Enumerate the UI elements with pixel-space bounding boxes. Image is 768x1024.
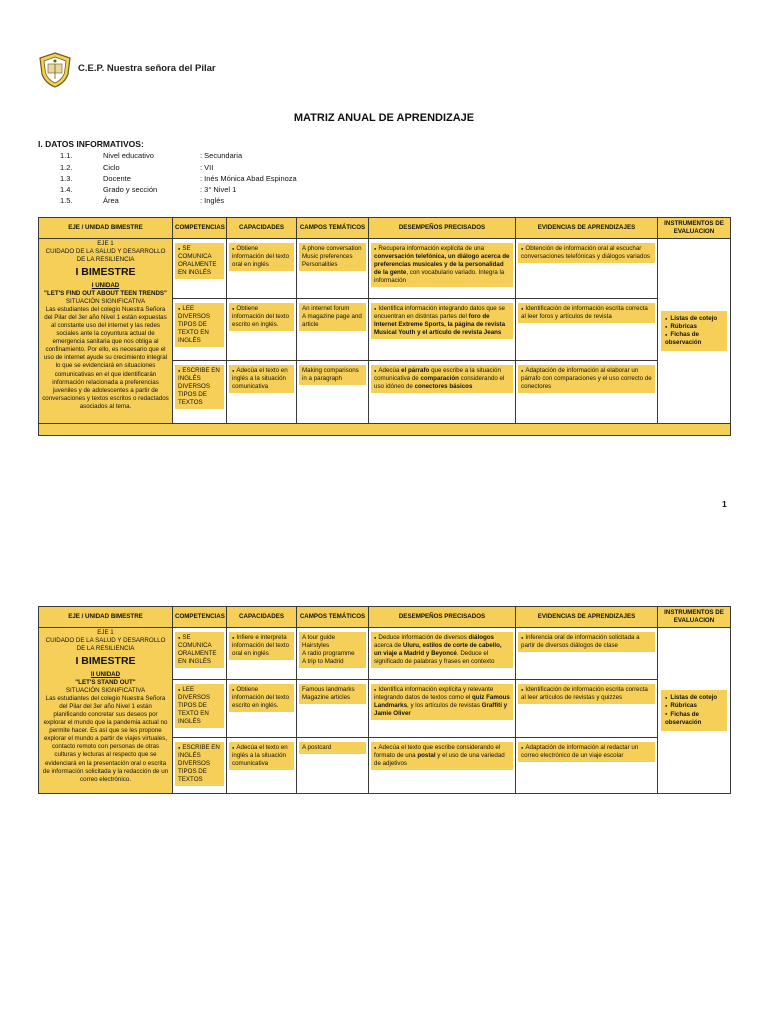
- instrumentos-cell: [658, 628, 731, 794]
- desempeno-part: acerca de: [374, 642, 403, 650]
- campos-cell: [297, 628, 369, 680]
- info-number: 1.4.: [60, 185, 73, 194]
- eje-name: CUIDADO DE LA SALUD Y DESARROLLO DE LA RESILIENCIA: [45, 637, 166, 653]
- campos-cell: [297, 361, 369, 424]
- info-label: Grado y sección: [103, 185, 158, 194]
- eje-label: EJE 1: [97, 629, 114, 636]
- desempeno-part: Uluru, estilos de corte de cabello, un viaje a Madrid y Beyoncé: [374, 642, 502, 658]
- desempeno-part: quiz Famous Landmarks: [374, 694, 510, 710]
- competencia-line: EN INGLÉS: [178, 658, 212, 666]
- campo-item: An internet forum: [302, 305, 350, 312]
- capacidad-text: ● Obtiene información del texto escrito en inglés.: [232, 686, 289, 709]
- desempeno-part: Graffiti y Jamie Oliver: [374, 702, 508, 718]
- competencia-line: DIVERSOS: [178, 383, 210, 391]
- info-value: : Inés Mónica Abad Espinoza: [200, 174, 297, 183]
- competencia-line: ORALMENTE: [178, 650, 217, 658]
- evidencia-text: ● Adaptación de información al elaborar un párrafo con comparaciones y el uso correcto de conectores: [521, 367, 652, 390]
- competencia-line: DIVERSOS: [178, 694, 210, 702]
- school-crest-icon: [38, 52, 72, 88]
- competencia-cell: [173, 361, 227, 424]
- desempeno-part: conversación telefónica, un diálogo acerca de preferencias musicales y de la personalidad de la gente: [374, 253, 510, 277]
- page-number: 1: [722, 499, 727, 509]
- desempeno-cell: [369, 628, 516, 680]
- evidencia-text: ● Identificación de información escrita correcta al leer artículos de revistas y quizzes: [521, 686, 648, 701]
- desempeno-part: Adecúa el texto que escribe considerando el formato de una: [374, 744, 501, 760]
- evidencia-cell: [516, 680, 658, 738]
- campo-item: Music preferences: [302, 253, 353, 261]
- unit-label: II UNIDAD: [90, 670, 121, 678]
- competencia-cell: [173, 738, 227, 794]
- campo-item: A postcard: [302, 744, 332, 751]
- capacidad-cell: [227, 361, 297, 424]
- eje-name: CUIDADO DE LA SALUD Y DESARROLLO DE LA RESILIENCIA: [45, 248, 166, 264]
- info-number: 1.3.: [60, 174, 73, 183]
- campo-item: A phone conversation: [302, 245, 362, 252]
- competencia-line: ● LEE: [178, 305, 221, 313]
- capacidad-text: ● Adecúa el texto en inglés a la situación comunicativa: [232, 367, 288, 390]
- info-label: Ciclo: [103, 163, 120, 172]
- col-header-campos: CAMPOS TEMÁTICOS: [297, 218, 369, 239]
- eje-cell: [39, 239, 173, 424]
- competencia-line: ● ESCRIBE EN: [178, 744, 221, 752]
- info-value: : VII: [200, 163, 214, 172]
- col-header-evidencias: EVIDENCIAS DE APRENDIZAJES: [516, 607, 658, 628]
- evidencia-cell: [516, 738, 658, 794]
- competencia-line: TEXTOS: [178, 776, 203, 784]
- instrumentos-cell: [658, 239, 731, 424]
- evidencia-cell: [516, 628, 658, 680]
- desempeno-part: , con vocabulario variado. Integra la información: [374, 269, 505, 285]
- competencia-cell: [173, 628, 227, 680]
- competencia-line: EN INGLÉS: [178, 269, 212, 277]
- competencia-line: ORALMENTE: [178, 261, 217, 269]
- unit-name: "LET'S FIND OUT ABOUT TEEN TRENDS": [44, 289, 167, 297]
- competencia-cell: [173, 680, 227, 738]
- campo-item: A trip to Madrid: [302, 658, 344, 666]
- matrix-table: [38, 217, 731, 436]
- col-header-instrumentos: INSTRUMENTOS DE EVALUACION: [658, 218, 731, 239]
- competencia-line: ● ESCRIBE EN: [178, 367, 221, 375]
- desempeno-part: Identifica información explícita y relevante integrando datos de textos como el: [374, 686, 494, 702]
- capacidad-cell: [227, 738, 297, 794]
- evidencia-cell: [516, 239, 658, 299]
- unit-name: "LET'S STAND OUT": [75, 678, 136, 686]
- info-value: : Secundaria: [200, 151, 243, 160]
- capacidad-text: ● Obtiene información del texto oral en inglés: [232, 245, 289, 268]
- competencia-line: INGLÉS: [178, 718, 201, 726]
- desempeno-part: conectores básicos: [414, 383, 473, 391]
- col-header-eje: EJE / UNIDAD BIMESTRE: [39, 607, 173, 628]
- table-footer-bar: [39, 424, 731, 436]
- eje-label: EJE 1: [97, 240, 114, 247]
- competencia-line: COMUNICA: [178, 642, 212, 650]
- desempeno-part: que escribe a la situación comunicativa de: [374, 367, 501, 383]
- desempeno-part: Identifica información integrando datos que se encuentran en distintas partes del: [374, 305, 506, 321]
- instrumento-item: ● Listas de cotejo: [665, 315, 723, 323]
- school-name: C.E.P. Nuestra señora del Pilar: [78, 63, 216, 74]
- bimestre-title: I BIMESTRE: [75, 266, 136, 279]
- evidencia-text: ● Obtención de información oral al escuchar conversaciones telefónicas y diálogos variados: [521, 245, 650, 260]
- capacidad-cell: [227, 628, 297, 680]
- col-header-competencias: COMPETENCIAS: [173, 218, 227, 239]
- desempeno-part: Recupera información explícita de una: [378, 245, 485, 252]
- footer-bar-cell: [39, 424, 731, 436]
- campo-item: A tour guide: [302, 634, 336, 641]
- competencia-line: TEXTO EN: [178, 329, 209, 337]
- col-header-capacidades: CAPACIDADES: [227, 607, 297, 628]
- desempeno-part: el párrafo: [401, 367, 430, 374]
- desempeno-cell: [369, 680, 516, 738]
- desempeno-part: . Deduce el significado de palabras y frases en contexto: [374, 650, 495, 666]
- campo-item: Hairstyles: [302, 642, 330, 650]
- competencia-cell: [173, 239, 227, 299]
- col-header-instrumentos: INSTRUMENTOS DE EVALUACION: [658, 607, 731, 628]
- col-header-evidencias: EVIDENCIAS DE APRENDIZAJES: [516, 218, 658, 239]
- situation-title: SITUACIÓN SIGNIFICATIVA: [65, 686, 146, 694]
- info-number: 1.1.: [60, 151, 73, 160]
- competencia-line: TIPOS DE: [178, 391, 207, 399]
- competencia-line: DIVERSOS: [178, 760, 210, 768]
- situation-text: Las estudiantes del colegio Nuestra Señora del Pilar del 3er año Nivel 1 están expuestas al constante uso del internet y las redes sociales ante la coyuntura actual de emergencia sanitaria que nos obliga al confinamiento. Por ello, es necesario que el uso de internet ayude su crecimiento integral lo que se evidenciará en situaciones comunicativas en el que identificarán información relacionada a preferencias juveniles y de adolescentes a partir de conversaciones y textos escritos o redactados asociados al tema.: [42, 306, 169, 410]
- evidencia-cell: [516, 361, 658, 424]
- capacidad-text: ● Infiere e interpreta información del texto oral en inglés: [232, 634, 289, 657]
- capacidad-text: ● Obtiene información del texto escrito en inglés.: [232, 305, 289, 328]
- desempeno-part: diálogos: [468, 634, 494, 641]
- desempeno-part: Adecúa: [378, 367, 402, 374]
- info-label: Área: [103, 196, 119, 205]
- campos-cell: [297, 738, 369, 794]
- desempeno-part: foro de Internet Extreme Sports, la página de revista Musical Youth y el artículo de revista Jeans: [374, 313, 506, 337]
- evidencia-cell: [516, 299, 658, 361]
- col-header-campos: CAMPOS TEMÁTICOS: [297, 607, 369, 628]
- competencia-line: TIPOS DE: [178, 321, 207, 329]
- info-number: 1.2.: [60, 163, 73, 172]
- evidencia-text: ● Identificación de información escrita correcta al leer foros y artículos de revista: [521, 305, 648, 320]
- capacidad-cell: [227, 239, 297, 299]
- desempeno-part: y el uso de una variedad de adjetivos: [374, 752, 505, 768]
- instrumento-item: ● Rúbricas: [665, 702, 723, 710]
- col-header-competencias: COMPETENCIAS: [173, 607, 227, 628]
- desempeno-part: considerando el uso idóneo de: [374, 375, 505, 391]
- competencia-line: TEXTO EN: [178, 710, 209, 718]
- instrumento-item: ● Rúbricas: [665, 323, 723, 331]
- competencia-line: ● LEE: [178, 686, 221, 694]
- unit-label: I UNIDAD: [91, 281, 120, 289]
- info-number: 1.5.: [60, 196, 73, 205]
- competencia-line: TIPOS DE: [178, 768, 207, 776]
- instrumento-item: ● Listas de cotejo: [665, 694, 723, 702]
- info-label: Docente: [103, 174, 131, 183]
- capacidad-cell: [227, 680, 297, 738]
- competencia-line: TEXTOS: [178, 399, 203, 407]
- situation-text: Las estudiantes del colegio Nuestra Señora del Pilar del 3er año Nivel 1 están planificando concretar sus deseos por explorar el mundo que la pandemia actual no permite hacer. Es así que se les propone explorar el mundo a partir de viajes virtuales, contacto remoto con personas de otras culturas y lecturas al respecto que se evidenciará en la presentación oral o escrita de información solicitada y la redacción de un correo electrónico.: [42, 695, 169, 783]
- campos-cell: [297, 239, 369, 299]
- bimestre-title: I BIMESTRE: [75, 655, 136, 668]
- info-label: Nivel educativo: [103, 151, 154, 160]
- col-header-desempenos: DESEMPEÑOS PRECISADOS: [369, 218, 516, 239]
- campos-cell: [297, 680, 369, 738]
- campo-item: A radio programme: [302, 650, 355, 658]
- campo-item: Personalities: [302, 261, 338, 269]
- capacidad-text: ● Adecúa el texto en inglés a la situación comunicativa: [232, 744, 288, 767]
- desempeno-part: Deduce información de diversos: [378, 634, 469, 641]
- desempeno-cell: [369, 239, 516, 299]
- desempeno-cell: [369, 299, 516, 361]
- competencia-line: INGLÉS: [178, 752, 201, 760]
- desempeno-cell: [369, 738, 516, 794]
- matrix-table: [38, 606, 731, 794]
- desempeno-part: postal: [417, 752, 436, 760]
- competencia-line: ● SE: [178, 245, 221, 253]
- competencia-line: COMUNICA: [178, 253, 212, 261]
- eje-cell: [39, 628, 173, 794]
- capacidad-cell: [227, 299, 297, 361]
- desempeno-part: comparación: [420, 375, 459, 383]
- competencia-line: INGLÉS: [178, 337, 201, 345]
- info-value: : Inglés: [200, 196, 225, 205]
- campo-item: A magazine page and article: [302, 313, 362, 329]
- page-title: MATRIZ ANUAL DE APRENDIZAJE: [293, 112, 475, 124]
- instrumento-item: ● Fichas de observación: [665, 711, 723, 727]
- evidencia-text: ● Adaptación de información al redactar un correo electrónico de un viaje escolar: [521, 744, 638, 759]
- competencia-line: INGLÉS: [178, 375, 201, 383]
- competencia-line: TIPOS DE: [178, 702, 207, 710]
- info-value: : 3° Nivel 1: [200, 185, 237, 194]
- col-header-desempenos: DESEMPEÑOS PRECISADOS: [369, 607, 516, 628]
- info-heading: I. DATOS INFORMATIVOS:: [38, 139, 144, 149]
- campo-item: Famous landmarks: [302, 686, 355, 693]
- instrumento-item: ● Fichas de observación: [665, 331, 723, 347]
- campo-item: Magazine articles: [302, 694, 351, 702]
- competencia-line: ● SE: [178, 634, 221, 642]
- campo-item: Making comparisons in a paragraph: [302, 367, 359, 383]
- situation-title: SITUACIÓN SIGNIFICATIVA: [65, 297, 146, 305]
- col-header-eje: EJE / UNIDAD BIMESTRE: [39, 218, 173, 239]
- evidencia-text: ● Inferencia oral de información solicitada a partir de diversos diálogos de clase: [521, 634, 640, 649]
- col-header-capacidades: CAPACIDADES: [227, 218, 297, 239]
- desempeno-part: , y los artículos de revistas: [407, 702, 482, 710]
- desempeno-cell: [369, 361, 516, 424]
- competencia-line: DIVERSOS: [178, 313, 210, 321]
- competencia-cell: [173, 299, 227, 361]
- campos-cell: [297, 299, 369, 361]
